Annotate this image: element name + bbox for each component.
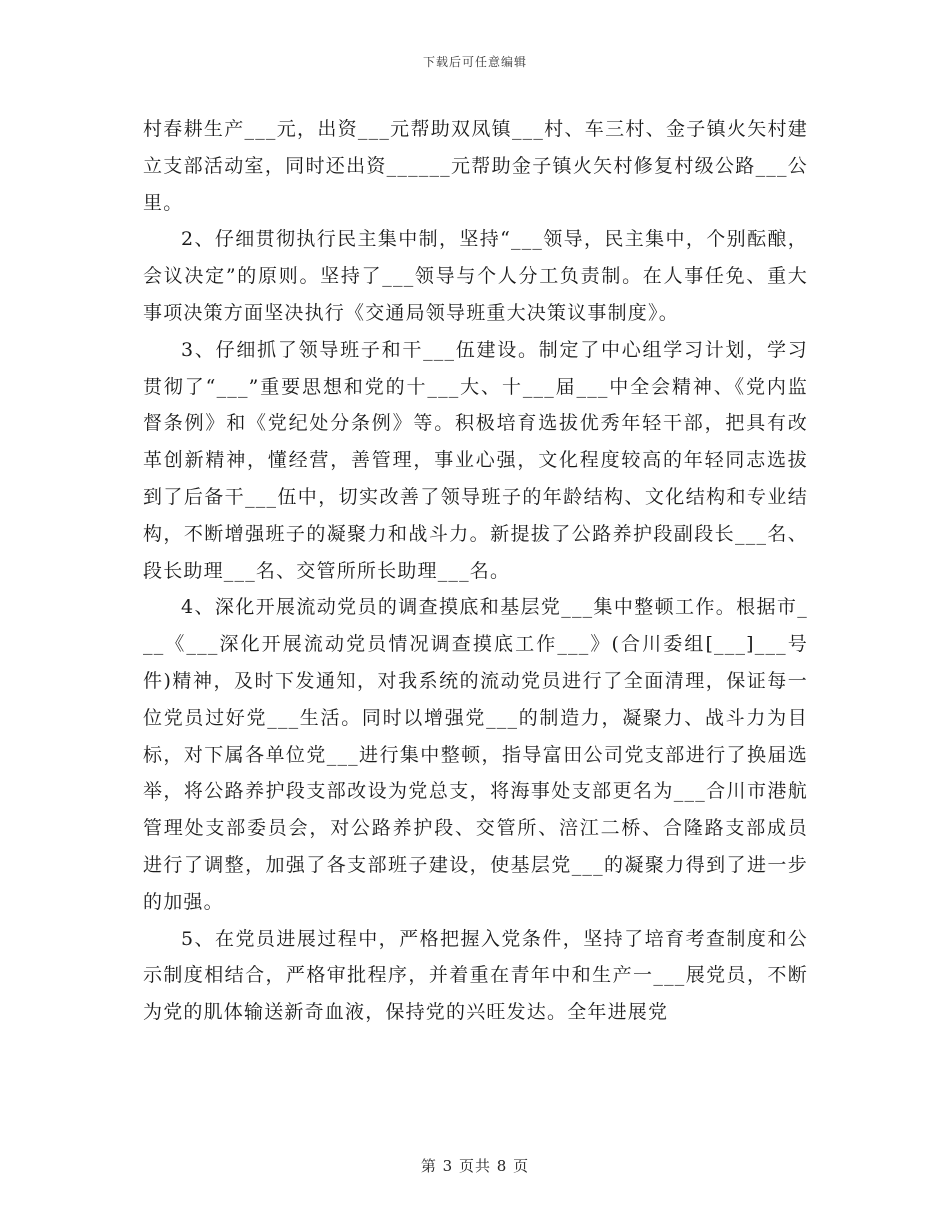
paragraph-item-2: 2、仔细贯彻执行民主集中制，坚持“___领导，民主集中，个别酝酿，会议决定”的原则。坚持了___领导与个人分工负责制。在人事任免、重大事项决策方面坚决执行《交通局领导班重大决策议事制度》。 — [143, 228, 808, 324]
paragraph-item-5: 5、在党员进展过程中，严格把握入党条件，坚持了培育考查制度和公示制度相结合，严格审批程序，并着重在青年中和生产一___展党员，不断为党的肌体输送新奇血液，保持党的兴旺发达。全年进展党 — [143, 927, 808, 1024]
paragraph-continued: 村春耕生产___元，出资___元帮助双凤镇___村、车三村、金子镇火矢村建立支部活动室，同时还出资______元帮助金子镇火矢村修复村级公路___公里。 — [143, 118, 808, 214]
paragraph-item-3: 3、仔细抓了领导班子和干___伍建设。制定了中心组学习计划，学习贯彻了“___”重要思想和党的十___大、十___届___中全会精神、《党内监督条例》和《党纪处分条例》等。积极培育选拔优秀年轻干部，把具有改革创新精神，懂经营，善管理，事业心强，文化程度较高的年轻同志选拔到了后备干___伍中，切实改善了领导班子的年龄结构、文化结构和专业结构，不断增强班子的凝聚力和战斗力。新提拔了公路养护段副段长___名、段长助理___名、交管所所长助理___名。 — [143, 338, 808, 582]
document-body — [143, 111, 808, 1031]
paragraph-item-4: 4、深化开展流动党员的调查摸底和基层党___集中整顿工作。根据市___《___深化开展流动党员情况调查摸底工作___》(合川委组[___]___号件)精神，及时下发通知，对我系统的流动党员进行了全面清理，保证每一位党员过好党___生活。同时以增强党___的制造力，凝聚力、战斗力为目标，对下属各单位党___进行集中整顿，指导富田公司党支部进行了换届选举，将公路养护段支部改设为党总支，将海事处支部更名为___合川市港航管理处支部委员会，对公路养护段、交管所、涪江二桥、合隆路支部成员进行了调整，加强了各支部班子建设，使基层党___的凝聚力得到了进一步的加强。 — [143, 596, 808, 913]
page-number: 第 3 页共 8 页 — [420, 1157, 530, 1175]
page-header: 下载后可任意编辑 — [422, 55, 527, 69]
